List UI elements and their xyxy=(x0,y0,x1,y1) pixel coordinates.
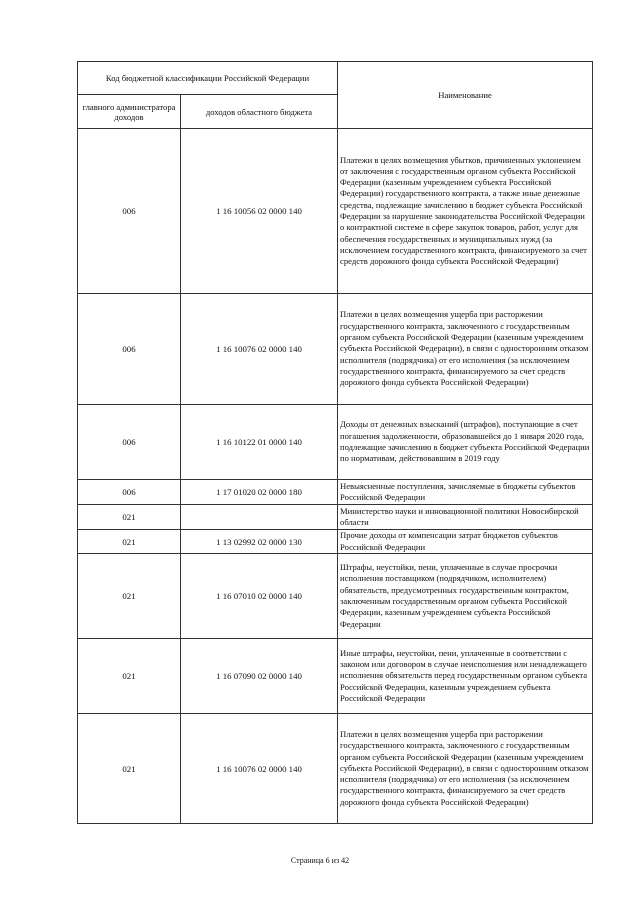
budget-classification-table xyxy=(77,61,593,824)
ministry-name-cell: Министерство науки и инновационной политики Новосибирской области xyxy=(338,505,593,530)
table-row xyxy=(78,554,593,639)
income-name-cell: Доходы от денежных взысканий (штрафов), поступающие в счет погашения задолженности, образовавшейся до 1 января 2020 года, подлежащие зачислению в бюджет субъекта Российской Федерации по нормативам, действовавшим в 2019 году xyxy=(338,405,593,480)
admin-code-cell: 006 xyxy=(78,480,181,505)
income-name-cell: Прочие доходы от компенсации затрат бюджетов субъектов Российской Федерации xyxy=(338,530,593,554)
admin-code-cell: 021 xyxy=(78,530,181,554)
income-code-cell: 1 16 10076 02 0000 140 xyxy=(181,714,338,824)
income-name-cell: Платежи в целях возмещения ущерба при расторжении государственного контракта, заключенного с государственным органом субъекта Российской Федерации (казенным учреждением субъекта Российской Федерации), в связи с односторонним отказом исполнителя (подрядчика) от его исполнения (за исключением государственного контракта, финансируемого за счет средств дорожного фонда субъекта Российской Федерации) xyxy=(338,294,593,405)
income-code-cell xyxy=(181,505,338,530)
header-name-label: Наименование xyxy=(338,62,593,129)
admin-code-cell: 021 xyxy=(78,639,181,714)
income-code-cell: 1 17 01020 02 0000 180 xyxy=(181,480,338,505)
income-code-cell: 1 16 10076 02 0000 140 xyxy=(181,294,338,405)
header-group-label: Код бюджетной классификации Российской Федерации xyxy=(78,62,338,95)
income-code-cell: 1 16 10122 01 0000 140 xyxy=(181,405,338,480)
page-number: Страница 6 из 42 xyxy=(290,856,350,865)
header-income-label: доходов областного бюджета xyxy=(181,95,338,129)
income-name-cell: Платежи в целях возмещения убытков, причиненных уклонением от заключения с государственным органом субъекта Российской Федерации (казенным учреждением субъекта Российской Федерации) государственного контракта, а также иные денежные средства, подлежащие зачислению в бюджет субъекта Российской Федерации за нарушение законодательства Российской Федерации о контрактной системе в сфере закупок товаров, работ, услуг для обеспечения государственных и муниципальных нужд (за исключением государственного контракта, финансируемого за счет средств дорожного фонда субъекта Российской Федерации) xyxy=(338,129,593,294)
income-code-cell: 1 16 07010 02 0000 140 xyxy=(181,554,338,639)
income-code-cell: 1 16 07090 02 0000 140 xyxy=(181,639,338,714)
income-name-cell: Невыясненные поступления, зачисляемые в бюджеты субъектов Российской Федерации xyxy=(338,480,593,505)
table-row xyxy=(78,129,593,294)
table-row xyxy=(78,405,593,480)
table-row xyxy=(78,714,593,824)
admin-code-cell: 021 xyxy=(78,505,181,530)
table-row xyxy=(78,530,593,554)
income-name-cell: Штрафы, неустойки, пени, уплаченные в случае просрочки исполнения поставщиком (подрядчиком, исполнителем) обязательств, предусмотренных государственным контрактом, заключенным государственным органом субъекта Российской Федерации, казенным учреждением субъекта Российской Федерации xyxy=(338,554,593,639)
admin-code-cell: 021 xyxy=(78,554,181,639)
table-row xyxy=(78,480,593,505)
header-admin-label: главного администратора доходов xyxy=(78,95,181,129)
admin-code-cell: 021 xyxy=(78,714,181,824)
table-row xyxy=(78,505,593,530)
income-name-cell: Платежи в целях возмещения ущерба при расторжении государственного контракта, заключенного с государственным органом субъекта Российской Федерации (казенным учреждением субъекта Российской Федерации), в связи с односторонним отказом исполнителя (подрядчика) от его исполнения (за исключением государственного контракта, финансируемого за счет средств дорожного фонда субъекта Российской Федерации) xyxy=(338,714,593,824)
income-code-cell: 1 16 10056 02 0000 140 xyxy=(181,129,338,294)
admin-code-cell: 006 xyxy=(78,129,181,294)
table-header-row xyxy=(78,62,593,95)
admin-code-cell: 006 xyxy=(78,405,181,480)
table-row xyxy=(78,639,593,714)
income-name-cell: Иные штрафы, неустойки, пени, уплаченные в соответствии с законом или договором в случае неисполнения или ненадлежащего исполнения обязательств перед государственным органом субъекта Российской Федерации, казенным учреждением субъекта Российской Федерации xyxy=(338,639,593,714)
table-row xyxy=(78,294,593,405)
admin-code-cell: 006 xyxy=(78,294,181,405)
income-code-cell: 1 13 02992 02 0000 130 xyxy=(181,530,338,554)
